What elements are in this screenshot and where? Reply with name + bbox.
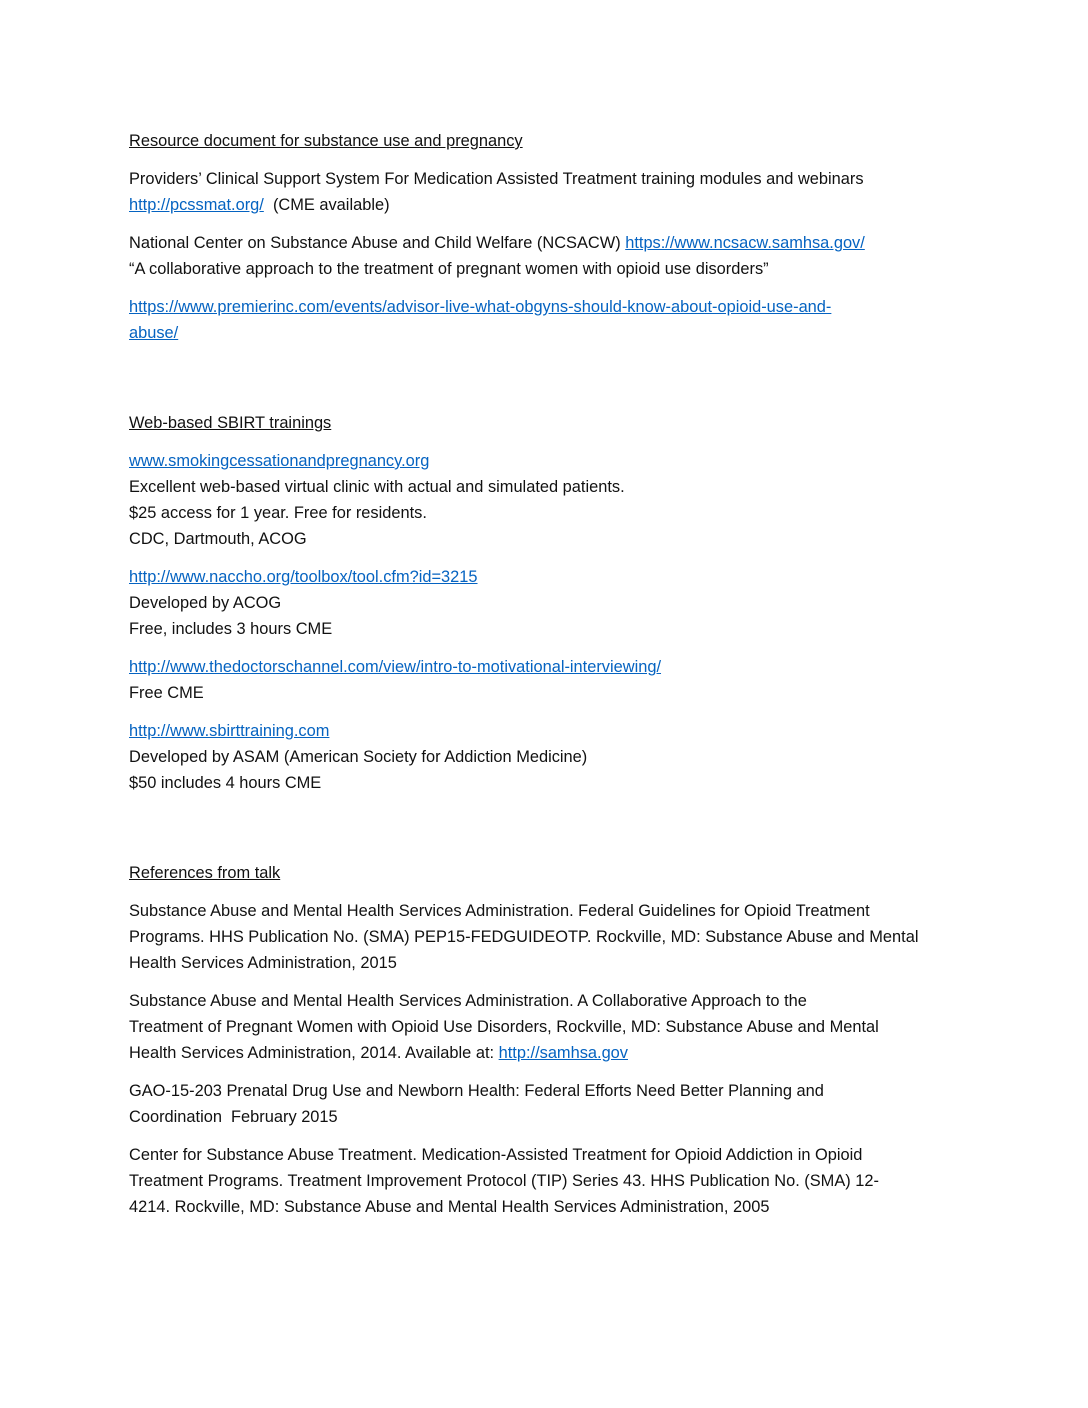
reference-line: Substance Abuse and Mental Health Services Administration. Federal Guidelines for Opioid Treatment bbox=[129, 902, 870, 920]
section-heading-sbirt: Web-based SBIRT trainings bbox=[129, 414, 332, 432]
document-body bbox=[129, 128, 989, 1232]
doctorschannel-link[interactable]: http://www.thedoctorschannel.com/view/intro-to-motivational-interviewing/ bbox=[129, 658, 662, 676]
entry-detail: Free CME bbox=[129, 684, 204, 702]
entry-detail: Developed by ACOG bbox=[129, 594, 282, 612]
reference-item bbox=[129, 898, 989, 976]
section-heading-references: References from talk bbox=[129, 864, 281, 882]
sbirt-entry-sbirttraining bbox=[129, 718, 989, 796]
sbirt-entry-naccho bbox=[129, 564, 989, 642]
section-heading-resources: Resource document for substance use and pregnancy bbox=[129, 132, 523, 150]
resource-entry-premier bbox=[129, 294, 989, 346]
smoking-cessation-link[interactable]: www.smokingcessationandpregnancy.org bbox=[129, 452, 430, 470]
resource-line bbox=[129, 230, 989, 256]
cme-note: (CME available) bbox=[272, 196, 390, 214]
reference-line: GAO-15-203 Prenatal Drug Use and Newborn Health: Federal Efforts Need Better Planning and bbox=[129, 1082, 824, 1100]
sbirttraining-link[interactable]: http://www.sbirttraining.com bbox=[129, 722, 330, 740]
samhsa-link[interactable]: http://samhsa.gov bbox=[498, 1044, 628, 1062]
ncsacw-label: National Center on Substance Abuse and Child Welfare (NCSACW) bbox=[129, 234, 621, 252]
ncsacw-link[interactable]: https://www.ncsacw.samhsa.gov/ bbox=[625, 234, 865, 252]
sbirt-entry-smoking bbox=[129, 448, 989, 552]
reference-line: Center for Substance Abuse Treatment. Medication-Assisted Treatment for Opioid Addiction in Opioid bbox=[129, 1146, 863, 1164]
reference-line: Coordination February 2015 bbox=[129, 1108, 338, 1126]
pcssmat-link[interactable]: http://pcssmat.org/ bbox=[129, 196, 264, 214]
reference-line: Health Services Administration, 2015 bbox=[129, 954, 397, 972]
reference-item bbox=[129, 1078, 989, 1130]
reference-line: Treatment Programs. Treatment Improvement Protocol (TIP) Series 43. HHS Publication No. (SMA) 12- bbox=[129, 1172, 879, 1190]
entry-detail: $25 access for 1 year. Free for residents. bbox=[129, 504, 427, 522]
resource-entry-ncsacw bbox=[129, 230, 989, 282]
ncsacw-quote: “A collaborative approach to the treatment of pregnant women with opioid use disorders” bbox=[129, 260, 769, 278]
entry-detail: $50 includes 4 hours CME bbox=[129, 774, 322, 792]
entry-detail: Developed by ASAM (American Society for Addiction Medicine) bbox=[129, 748, 588, 766]
premier-link-line1[interactable]: https://www.premierinc.com/events/advisor-live-what-obgyns-should-know-about-opioid-use-and- bbox=[129, 298, 832, 316]
entry-detail: Free, includes 3 hours CME bbox=[129, 620, 333, 638]
reference-line-prefix: Health Services Administration, 2014. Available at: bbox=[129, 1044, 495, 1062]
premier-link-line2[interactable]: abuse/ bbox=[129, 324, 179, 342]
resource-link-line bbox=[129, 192, 989, 218]
resource-entry-pcss bbox=[129, 166, 989, 218]
reference-line bbox=[129, 1040, 989, 1066]
reference-line: 4214. Rockville, MD: Substance Abuse and Mental Health Services Administration, 2005 bbox=[129, 1198, 770, 1216]
reference-line: Treatment of Pregnant Women with Opioid Use Disorders, Rockville, MD: Substance Abuse and Mental bbox=[129, 1018, 879, 1036]
naccho-link[interactable]: http://www.naccho.org/toolbox/tool.cfm?id=3215 bbox=[129, 568, 478, 586]
reference-line: Programs. HHS Publication No. (SMA) PEP15-FEDGUIDEOTP. Rockville, MD: Substance Abuse and Mental bbox=[129, 928, 919, 946]
entry-detail: Excellent web-based virtual clinic with actual and simulated patients. bbox=[129, 478, 625, 496]
resource-description: Providers’ Clinical Support System For Medication Assisted Treatment training modules and webinars bbox=[129, 170, 864, 188]
spacer bbox=[129, 358, 989, 410]
reference-item bbox=[129, 988, 989, 1066]
sbirt-entry-doctorschannel bbox=[129, 654, 989, 706]
reference-item bbox=[129, 1142, 989, 1220]
spacer bbox=[129, 808, 989, 860]
entry-detail: CDC, Dartmouth, ACOG bbox=[129, 530, 307, 548]
reference-line: Substance Abuse and Mental Health Services Administration. A Collaborative Approach to the bbox=[129, 992, 807, 1010]
